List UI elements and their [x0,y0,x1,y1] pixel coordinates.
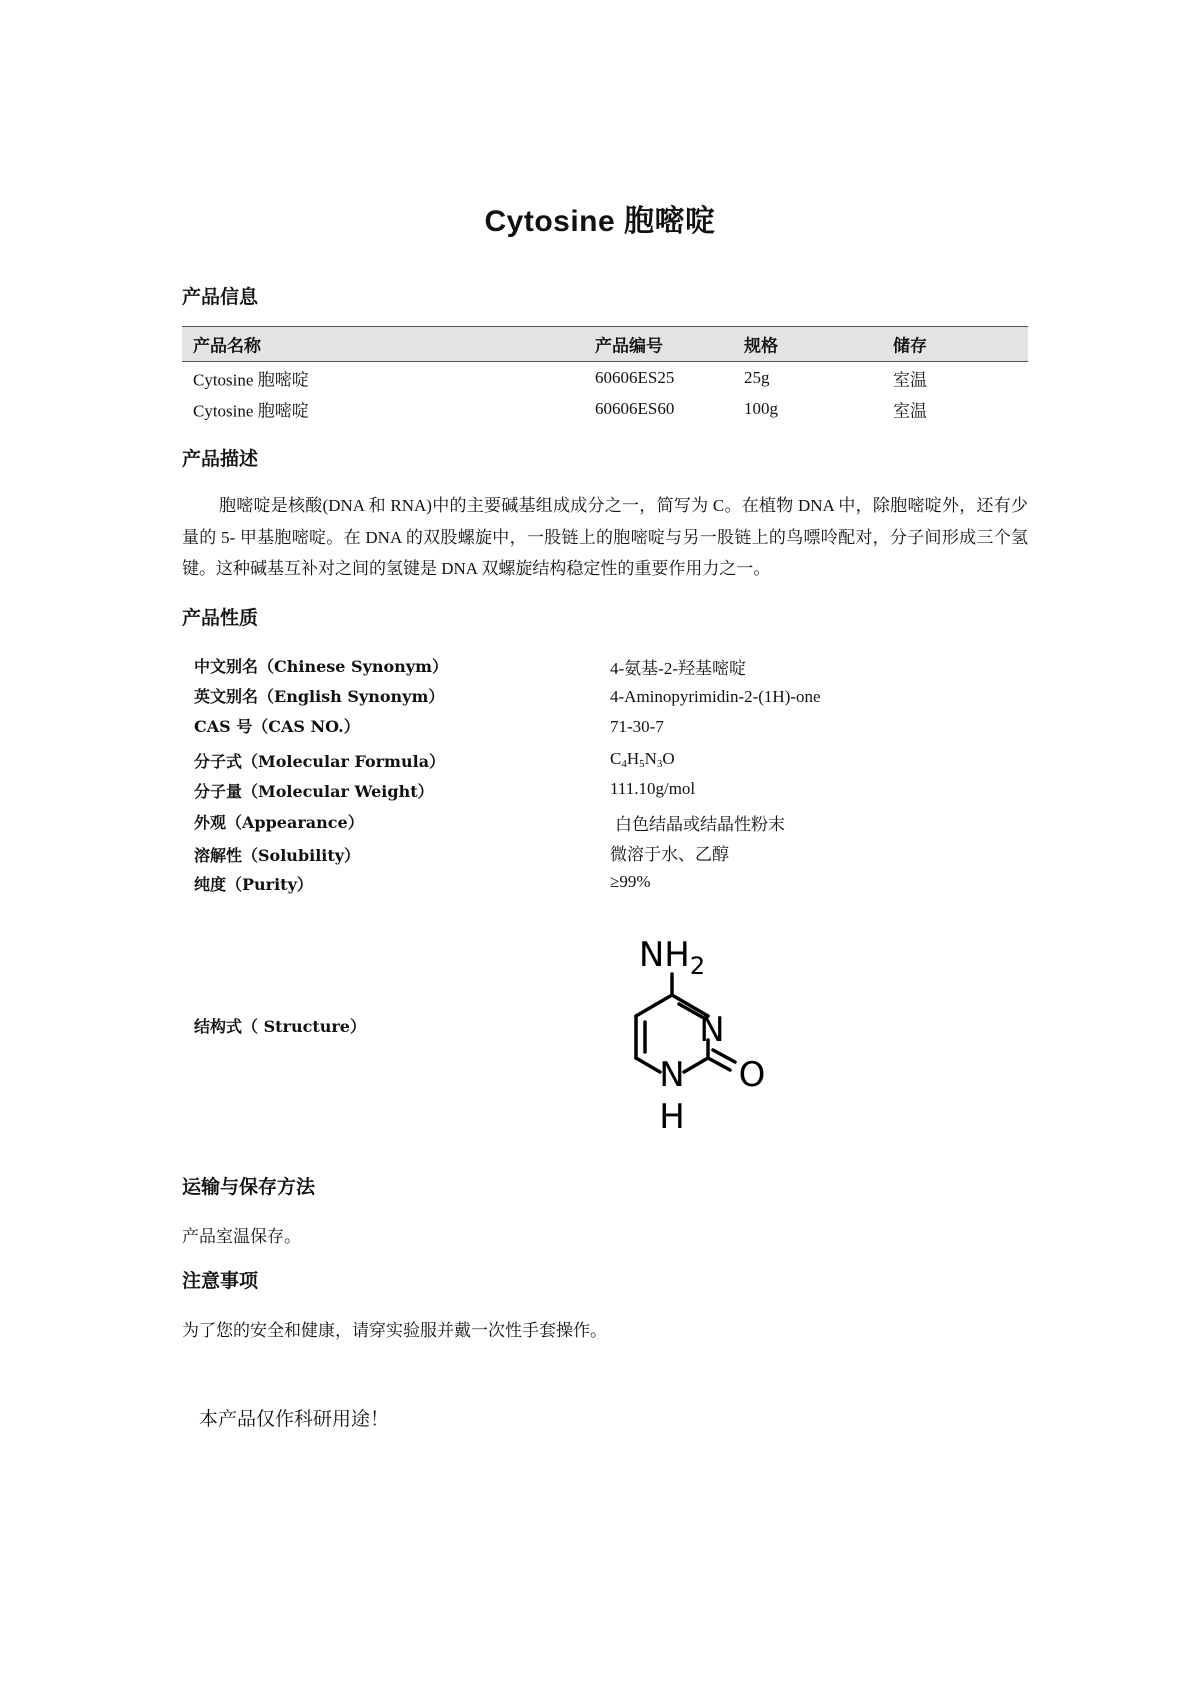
table-row [182,362,1028,393]
property-value-formula [610,749,675,770]
property-value: 71-30-7 [610,717,664,736]
formula-element: N [644,749,657,768]
bond-c2-o [708,1058,730,1070]
table-cell-catalog: 60606ES60 [595,398,675,418]
atom-label-o: O [738,1055,766,1095]
transport-text: 产品室温保存。 [182,1227,301,1246]
property-row-appearance [194,810,1034,840]
property-row-cas [194,714,1034,744]
atom-label-n1: N [659,1055,685,1095]
formula-element: C [610,749,622,768]
property-value: 白色结晶或结晶性粉末 [615,815,785,834]
formula-subscript: 4 [621,758,627,770]
property-row-formula [194,749,1034,779]
property-label: 中文别名（Chinese Synonym） [194,657,449,676]
property-row-chinese-synonym [194,654,1034,684]
table-header-row [182,326,1028,362]
table-cell-storage: 室温 [893,370,927,389]
property-row-english-synonym [194,684,1034,714]
property-value: ≥99% [610,872,651,891]
property-value: 4-Aminopyrimidin-2-(1H)-one [610,687,821,706]
section-heading-transport-storage: 运输与保存方法 [182,1176,316,1198]
table-header-cell: 产品名称 [193,336,261,357]
table-cell-name: Cytosine 胞嘧啶 [193,401,309,420]
property-label: CAS 号（CAS NO.） [194,717,360,736]
section-heading-precautions: 注意事项 [182,1270,259,1292]
section-heading-product-info: 产品信息 [182,286,259,308]
description-paragraph: 胞嘧啶是核酸(DNA 和 RNA)中的主要碱基组成成分之一，简写为 C。在植物 DNA 中，除胞嘧啶外，还有少量的 5- 甲基胞嘧啶。在 DNA 的双股螺旋中，一股链上的胞嘧啶与另一股链上的鸟嘌呤配对，分子间形成三个氢键。这种碱基互补对之间的氢键是 DNA 双螺旋结构稳定性的重要作用力之一。 [182,496,1028,578]
table-cell-storage: 室温 [893,401,927,420]
atom-amino-subscript: 2 [689,952,706,980]
bond-n1-c2 [684,1058,708,1072]
table-cell-name: Cytosine 胞嘧啶 [193,370,309,389]
property-value: 111.10g/mol [610,779,696,798]
formula-element: H [626,749,640,768]
page-title: Cytosine 胞嘧啶 [484,205,716,238]
property-label: 分子量（Molecular Weight） [194,782,434,801]
property-label: 溶解性（Solubility） [194,846,361,865]
table-row [182,393,1028,424]
table-cell-size: 100g [744,398,778,418]
formula-subscript: 5 [639,758,645,770]
property-row-weight [194,779,1034,809]
product-table [182,326,1028,424]
cytosine-structure-diagram [600,910,800,1150]
atom-label-amino [639,935,705,980]
property-value: 4-氨基-2-羟基嘧啶 [610,659,746,678]
bond-c6-n1 [636,1058,660,1072]
property-row-solubility [194,843,1034,873]
property-label: 纯度（Purity） [194,875,313,894]
table-cell-size: 25g [744,367,770,387]
table-cell-catalog: 60606ES25 [595,367,675,387]
property-label: 英文别名（English Synonym） [194,687,445,706]
table-header-cell: 储存 [893,336,927,357]
atom-amino-text: NH [638,935,690,975]
atom-label-n3: N [699,1010,725,1050]
bond-c2-o-double [713,1050,735,1062]
table-header-cell: 规格 [744,336,778,357]
formula-subscript: 3 [656,758,663,770]
structure-label: 结构式（ Structure） [194,1017,366,1036]
property-label: 分子式（Molecular Formula） [194,752,446,771]
property-label: 外观（Appearance） [194,813,364,832]
research-use-note: 本产品仅作科研用途！ [199,1409,390,1430]
table-header-cell: 产品编号 [595,336,663,357]
bond-c4-c5 [636,995,672,1016]
property-row-purity [194,872,1034,902]
section-heading-product-properties: 产品性质 [182,607,259,629]
property-value: 微溶于水、乙醇 [610,845,729,864]
atom-label-h1: H [659,1097,685,1137]
formula-element: O [662,749,675,768]
section-heading-product-description: 产品描述 [182,448,259,470]
precautions-text: 为了您的安全和健康，请穿实验服并戴一次性手套操作。 [182,1321,607,1340]
